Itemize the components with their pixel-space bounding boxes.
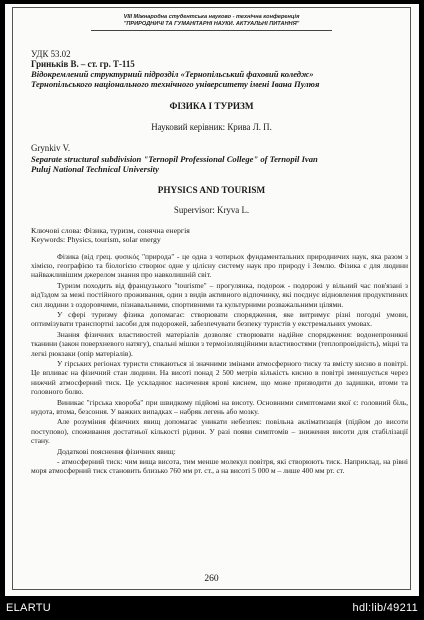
repository-label: ELARTU	[6, 602, 51, 614]
author-ua: Гринькiв В. – ст. гр. Т-115	[31, 59, 135, 69]
paragraph: - атмосферний тиск: чим вища висота, тим менше молекул повітря, які створюють тиск. Наприклад, на рівні моря атмосферний тиск становить близько 760 мм рт. ст., а на висоті 5 000 м – лише 400 мм рт. ст.	[31, 457, 408, 476]
affiliation-ua-line-1: Відокремлений структурний підрозділ «Тернопільський фаховий коледж»	[31, 69, 314, 79]
paragraph: Туризм походить від французького "tourisme" – прогулянка, подорож - подорожі у вільний час пов'язані з від'їздом за межі постійного проживання, один з видів активного відпочинку, які поєднує відновлення продуктивних сил людини з оздоровчими, пізнавальними, спортивними та культурними розважальними цілями.	[31, 281, 408, 309]
keywords-en: Keywords: Physics, tourism, solar energy	[31, 235, 161, 244]
paragraph: Фізика (від грец. φυσικός "природа" - це одна з чотирьох фундаментальних природничих наук, яка разом з хімією, географією та біологією створює одне у цілісну систему наук про природу і Землю. Фізика є для людини найважливішим джерелом знання про навколишній світ.	[31, 252, 408, 280]
conference-header	[13, 14, 410, 28]
document-page	[5, 4, 419, 596]
body-text	[31, 252, 408, 476]
author-en: Grynkiv V.	[31, 143, 71, 153]
paragraph: У сфері туризму фізика допомагає: створювати спорядження, яке витримує різні погодні умови, оптимізувати транспортні засоби для подорожей, забезпечувати безпеку туристів у екстремальних умовах.	[31, 310, 408, 329]
page-number: 260	[204, 574, 219, 584]
paragraph: Але розуміння фізичних явищ допомагає уникати небезпек: повільна акліматизація (підйом до висоти поступово), споживання достатньої кількості рідини. У разі появи симптомів – зниження висоти для стабілізації стану.	[31, 417, 408, 445]
header-rule	[91, 30, 332, 31]
paragraph: Знання фізичних властивостей матеріалів дозволяє створювати надійне спорядження: водонепроникні тканини (закон поверхневого натягу), спальні мішки з термоізоляційними властивостями (теплопровідність), міцні та легкі рюкзаки (опір матеріалів).	[31, 330, 408, 358]
paragraph: Додаткові пояснення фізичних явищ:	[57, 446, 176, 456]
handle-label: hdl:lib/49211	[352, 602, 418, 614]
footer-bar	[0, 598, 424, 620]
page-frame	[12, 7, 411, 590]
title-en: PHYSICS AND TOURISM	[157, 185, 266, 195]
paragraph: У гірських регіонах туристи стикаються зі значними змінами атмосферного тиску та вмісту кисню в повітрі. Це впливає на фізичний стан людини. На висоті понад 2 500 метрів кількість кисню в повітрі зменшується через нижчий атмосферний тиск. Це ускладнює насичення крові киснем, що може призводити до задишки, втоми та головного болю.	[31, 359, 408, 396]
affiliation-en-line-1: Separate structural subdivision "Ternopil Professional College" of Ternopil Ivan	[31, 154, 318, 164]
paragraph: Виникає "гірська хвороба" при швидкому підйомі на висоту. Основними симптомами якої є: головний біль, нудота, втома, безсоння. У важких випадках – набряк легень або мозку.	[31, 397, 408, 416]
conference-header-line-2: "ПРИРОДНИЧІ ТА ГУМАНІТАРНІ НАУКИ. АКТУАЛЬНІ ПИТАННЯ"	[123, 21, 300, 27]
udk-code: УДК 53.02	[31, 49, 71, 59]
affiliation-en-line-2: Puluj National Technical University	[31, 164, 159, 174]
affiliation-ua-line-2: Тернопільського національного технічного університету імені Івана Пулюя	[31, 79, 320, 89]
title-ua: ФІЗИКА І ТУРИЗМ	[169, 101, 254, 111]
conference-header-line-1: VIII Міжнародна студентська науково - технічна конференція	[123, 14, 300, 20]
supervisor-en: Supervisor: Kryva L.	[173, 205, 250, 215]
keywords-ua: Ключові слова: Фізика, туризм, сонячна енергія	[31, 226, 190, 235]
supervisor-ua: Науковий керівник: Крива Л. П.	[151, 122, 272, 132]
